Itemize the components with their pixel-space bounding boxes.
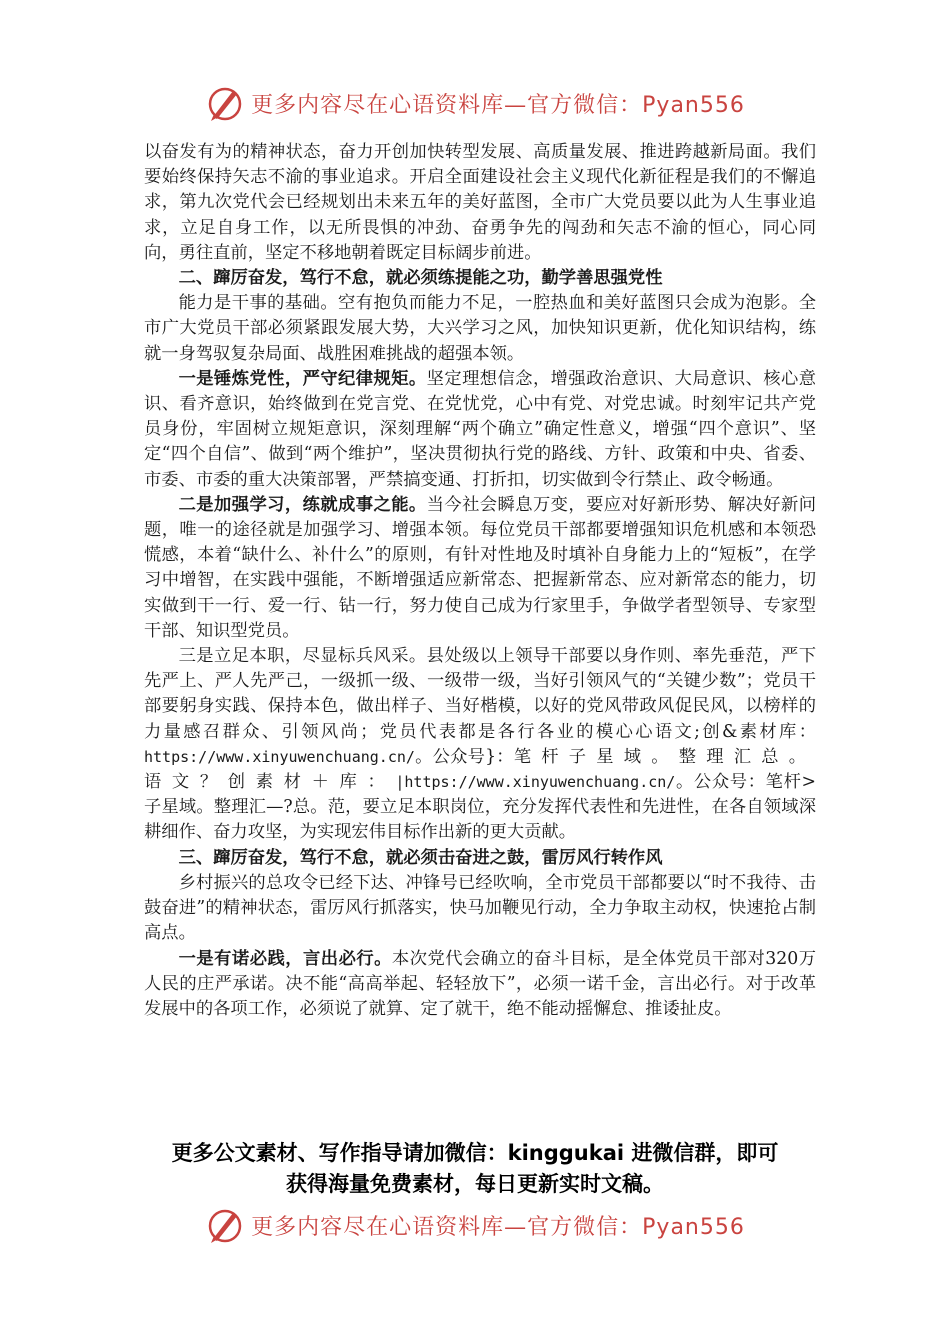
pen-logo-icon (205, 83, 245, 123)
paragraph-3-lead: 一是锤炼党性，严守纪律规矩。 (178, 368, 427, 389)
paragraph-3 (144, 367, 816, 493)
header-wechat-handle: Pyan556 (642, 92, 745, 118)
pen-logo-icon (205, 1205, 245, 1245)
paragraph-5-spread-text: 笔杆子星域。整理汇总。语文？创素材＋库： (144, 746, 816, 793)
header-logo-text: 更多内容尽在心语资料库—官方微信：Pyan556 (251, 92, 745, 118)
watermark-url-1: https://www.xinyuwenchuang.cn/ (144, 747, 415, 766)
promo-banner (120, 1138, 830, 1200)
paragraph-5-text-c: 。公众号：笔杆>子星域。整理汇—?总。范，要立足本职岗位，充分发挥代表性和先进性，在各自领域深耕细作、奋力攻坚，为实现宏伟目标作出新的更大贡献。 (144, 772, 816, 843)
paragraph-7 (144, 947, 816, 1023)
paragraph-4-lead: 二是加强学习，练就成事之能。 (178, 494, 427, 515)
section-heading-2: 二、蹿厉奋发，笃行不怠，就必须练提能之功，勤学善思强党性 (178, 268, 663, 289)
footer-logo (0, 1200, 950, 1250)
paragraph-5-text-a: 三是立足本职，尽显标兵风采。县处级以上领导干部要以身作则、率先垂范，严下先严上、严人先严己，一级抓一级、一级带一级，当好引领风气的“关键少数”；党员干部要躬身实践、保持本色，做出样子、当好楷模，以好的党风带政风促民风，以榜样的力量感召群众、引领风尚；党员代表都是各行各业的模心心语文;创&素材库： (144, 646, 816, 742)
footer-wechat-handle: Pyan556 (642, 1214, 745, 1240)
paragraph-5 (144, 644, 816, 846)
paragraph-6: 乡村振兴的总攻令已经下达、冲锋号已经吹响，全市党员干部都要以“时不我待、击鼓奋进”的精神状态，雷厉风行抓落实，快马加鞭见行动，全力争取主动权，快速抢占制高点。 (144, 872, 816, 944)
paragraph-7-body: 本次党代会确立的奋斗目标，是全体党员干部对320万人民的庄严承诺。决不能“高高举起、轻轻放下”，必须一诺千金，言出必行。对于改革发展中的各项工作，必须说了就算、定了就干，绝不能动摇懈怠、推诿扯皮。 (144, 948, 816, 1019)
paragraph-1: 以奋发有为的精神状态，奋力开创加快转型发展、高质量发展、推进跨越新局面。我们要始终保持矢志不渝的事业追求。开启全面建设社会主义现代化新征程是我们的不懈追求，第九次党代会已经规划出未来五年的美好蓝图，全市广大党员要以此为人生事业追求，立足自身工作，以无所畏惧的冲劲、奋勇争先的闯劲和矢志不渝的恒心，同心同向，勇往直前，坚定不移地朝着既定目标阔步前进。 (144, 142, 816, 263)
paragraph-4-body: 当今社会瞬息万变，要应对好新形势、解决好新问题，唯一的途径就是加强学习、增强本领。每位党员干部都要增强知识危机感和本领恐慌感，本着“缺什么、补什么”的原则，有针对性地及时填补自身能力上的“短板”，在学习中增智，在实践中强能，不断增强适应新常态、把握新常态、应对新常态的能力，切实做到干一行、爱一行、钻一行，努力使自己成为行家里手，争做学者型领导、专家型干部、知识型党员。 (144, 494, 816, 641)
promo-line-1: 更多公文素材、写作指导请加微信：kinggukai 进微信群，即可 (171, 1141, 779, 1165)
document-body (144, 140, 816, 1022)
watermark-url-2: |https://www.xinyuwenchuang.cn/ (395, 773, 676, 792)
paragraph-3-body: 坚定理想信念，增强政治意识、大局意识、核心意识、看齐意识，始终做到在党言党、在党忧党，心中有党、对党忠诚。时刻牢记共产党员身份，牢固树立规矩意识，深刻理解“两个确立”确定性意义，增强“四个意识”、坚定“四个自信”、做到“两个维护”，坚决贯彻执行党的路线、方针、政策和中央、省委、市委、市委的重大决策部署，严禁搞变通、打折扣，切实做到令行禁止、政令畅通。 (144, 368, 816, 490)
paragraph-5-text-b: 。公众号}： (414, 746, 514, 767)
paragraph-4 (144, 493, 816, 644)
header-logo (0, 78, 950, 128)
section-heading-3: 三、蹿厉奋发，笃行不怠，就必须击奋进之鼓，雷厉风行转作风 (178, 847, 663, 868)
paragraph-7-lead: 一是有诺必践，言出必行。 (178, 948, 392, 969)
promo-line-2: 获得海量免费素材，每日更新实时文稿。 (286, 1172, 664, 1196)
footer-logo-text: 更多内容尽在心语资料库—官方微信：Pyan556 (251, 1214, 745, 1240)
paragraph-2: 能力是干事的基础。空有抱负而能力不足，一腔热血和美好蓝图只会成为泡影。全市广大党员干部必须紧跟发展大势，大兴学习之风，加快知识更新，优化知识结构，练就一身驾驭复杂局面、战胜困难挑战的超强本领。 (144, 293, 816, 364)
